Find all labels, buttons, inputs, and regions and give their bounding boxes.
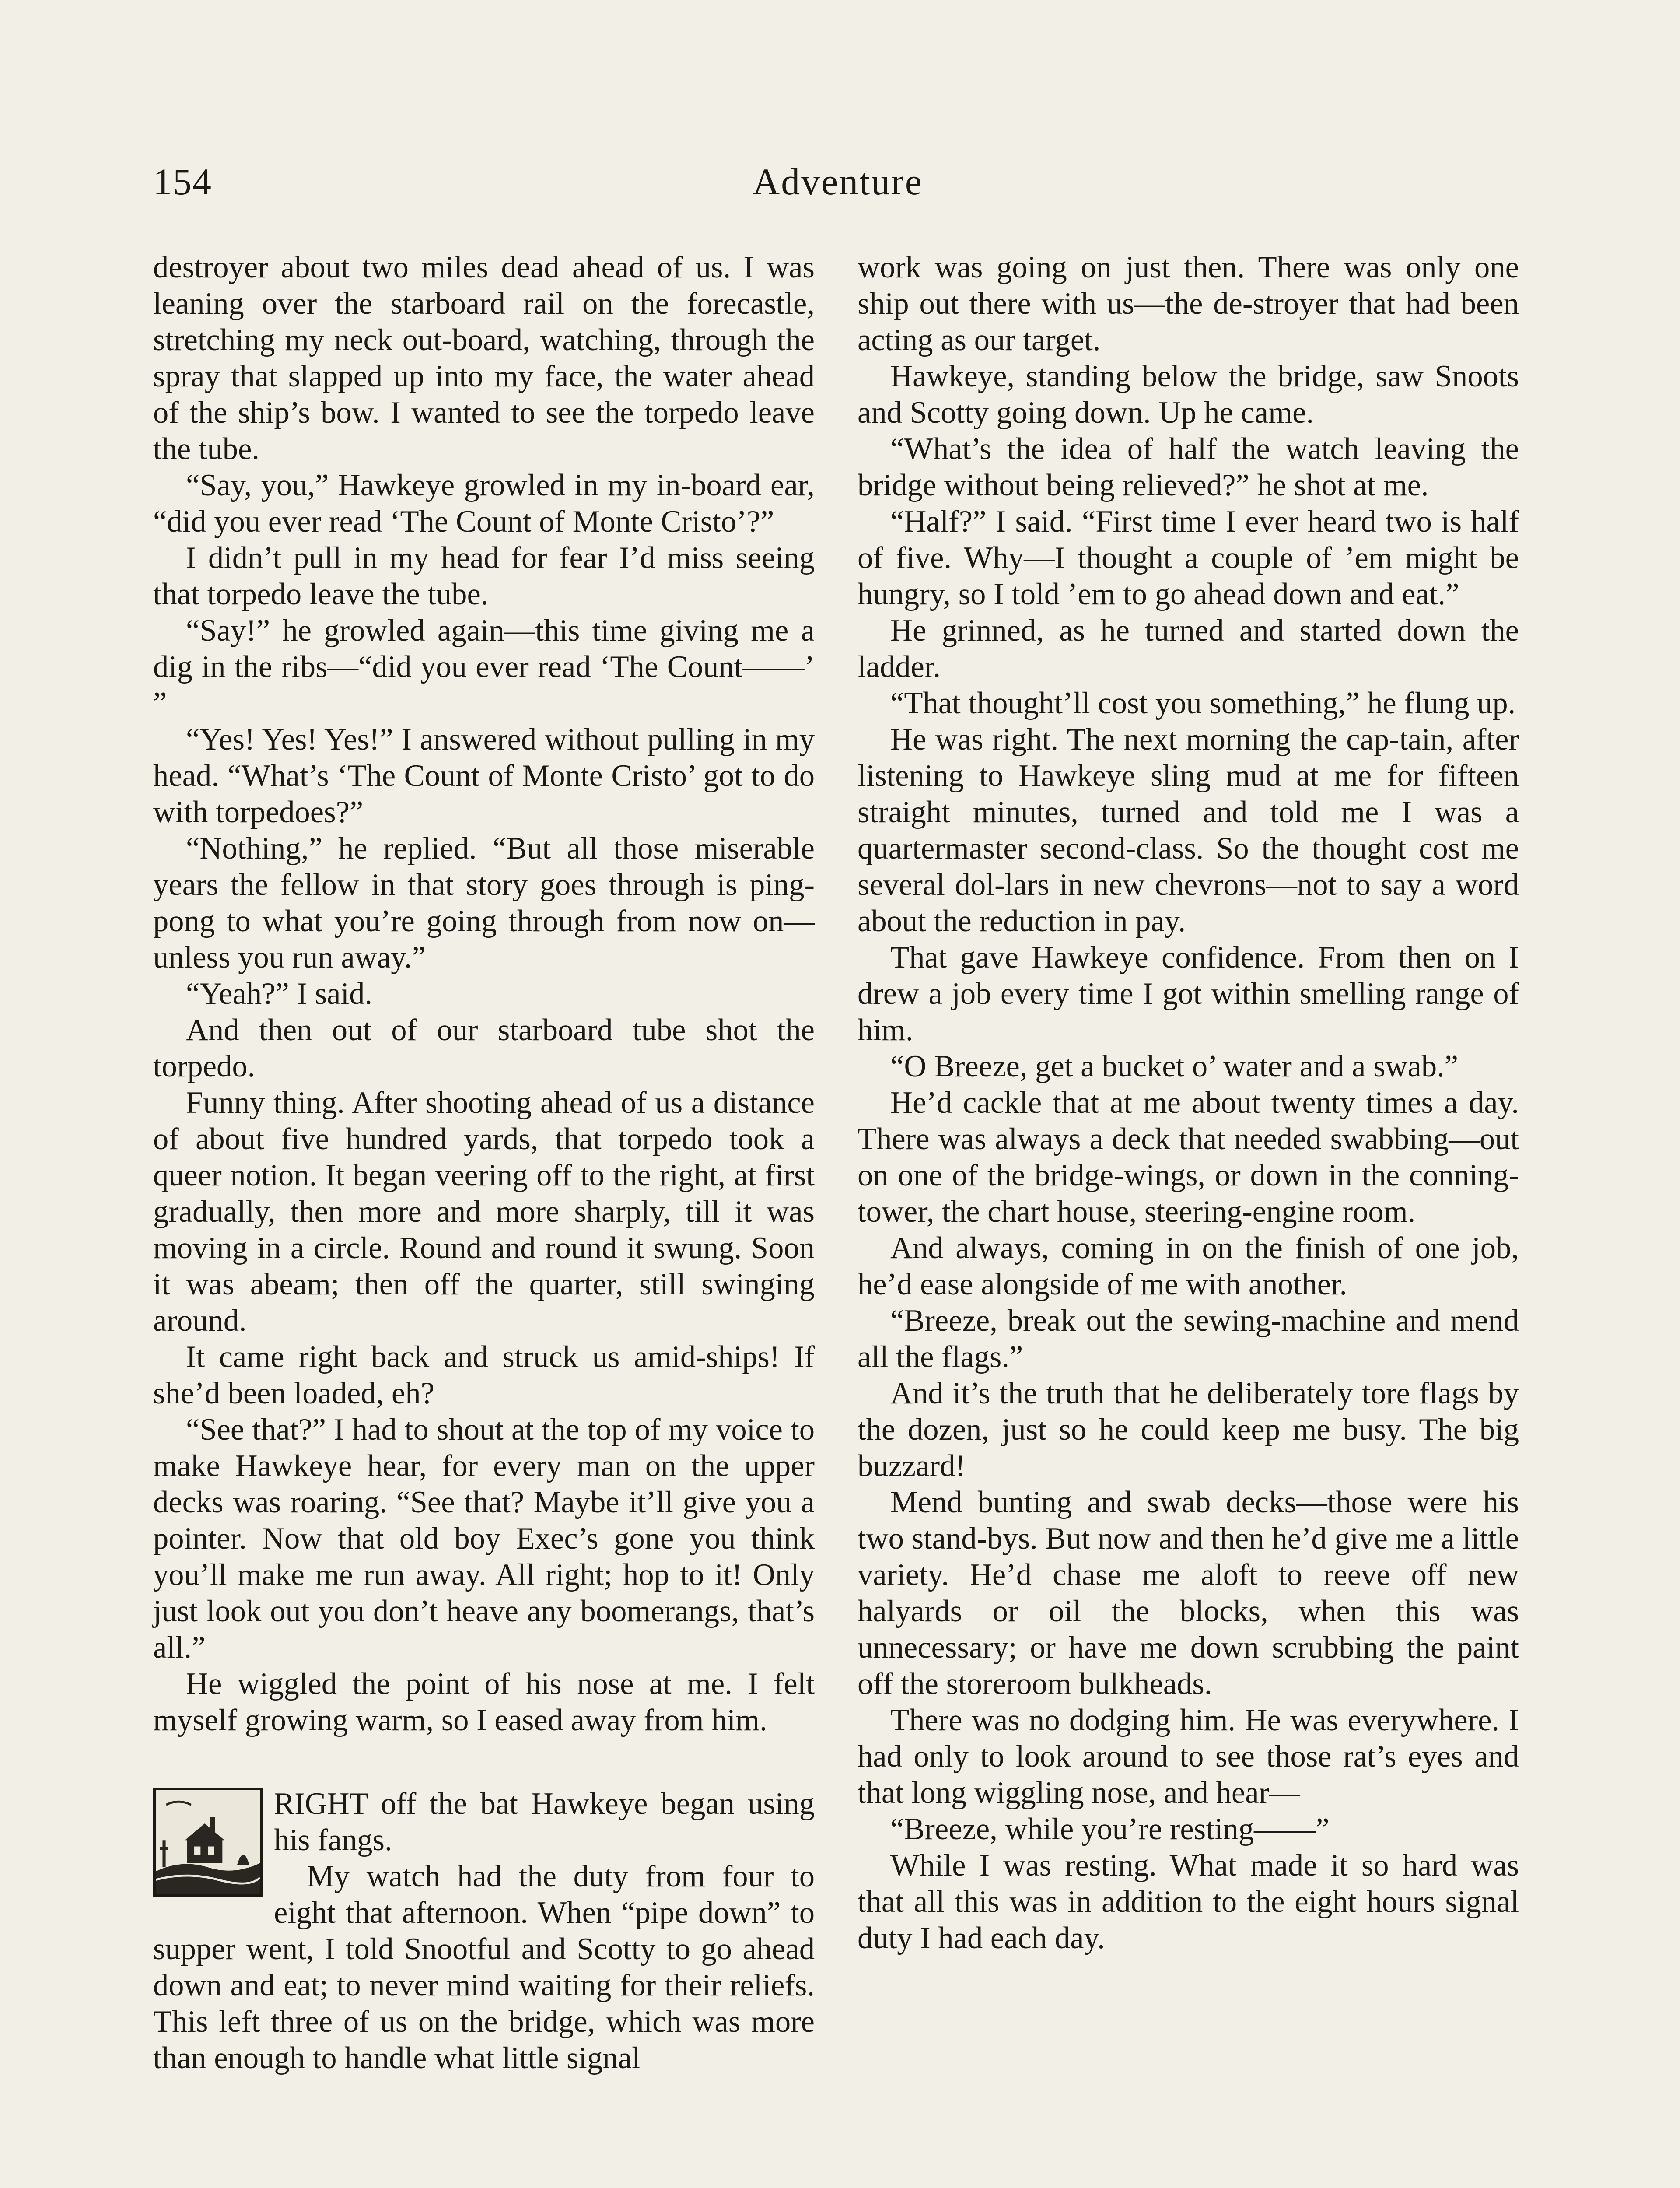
paragraph: “See that?” I had to shout at the top of my voice to make Hawkeye hear, for every man on the upper decks was roaring. “See that? Maybe it’ll give you a pointer. Now that old boy Exec’s gone you think you’ll make me run away. All right; hop to it! Only just look out you don’t heave any boomerangs, that’s all.” (153, 1413, 815, 1665)
paragraph: Funny thing. After shooting ahead of us a distance of about five hundred yards, that torpedo took a queer notion. It began veering off to the right, at first gradually, then more and more sharply, till it was moving in a circle. Round and round it swung. Soon it was abeam; then off the quarter, still swinging around. (153, 1086, 815, 1338)
paragraph: “Yeah?” I said. (186, 977, 373, 1011)
section-opening-text: RIGHT off the bat Hawkeye began using his fangs. (274, 1787, 815, 1857)
illustrated-initial-icon (153, 1788, 262, 1897)
paragraph: He was right. The next morning the cap-tain, after listening to Hawkeye sling mud at me for fifteen straight minutes, turned and told me I was a quartermaster second-class. So the thought cost me several dol-lars in new chevrons—not to say a word about the reduction in pay. (858, 722, 1519, 938)
paragraph: While I was resting. What made it so hard was that all this was in addition to the eight hours signal duty I had each day. (858, 1848, 1519, 1955)
page-header (153, 158, 1522, 210)
paragraph: “Nothing,” he replied. “But all those miserable years the fellow in that story goes through is ping-pong to what you’re going through from now on—unless you run away.” (153, 831, 815, 975)
paragraph: I didn’t pull in my head for fear I’d miss seeing that torpedo leave the tube. (153, 541, 815, 611)
paragraph: And always, coming in on the finish of one job, he’d ease alongside of me with another. (858, 1231, 1519, 1301)
right-column (858, 249, 1519, 1957)
paragraph: “Half?” I said. “First time I ever heard two is half of five. Why—I thought a couple of ’em might be hungry, so I told ’em to go ahead down and eat.” (858, 505, 1519, 611)
paragraph: My watch had the duty from four to eight that afternoon. When “pipe down” to supper went, I told Snootful and Scotty to go ahead down and eat; to never mind waiting for their reliefs. This left three of us on the bridge, which was more than enough to handle what little signal (153, 1859, 815, 2075)
section-opening (153, 1786, 815, 1858)
running-title: Adventure (752, 161, 923, 203)
left-column (153, 249, 815, 2076)
paragraph: It came right back and struck us amid-ships! If she’d been loaded, eh? (153, 1340, 815, 1410)
paragraph: There was no dodging him. He was everywhere. I had only to look around to see those rat’s eyes and that long wiggling nose, and hear— (858, 1703, 1519, 1810)
paragraph: “Breeze, break out the sewing-machine and mend all the flags.” (858, 1304, 1519, 1374)
paragraph: He wiggled the point of his nose at me. I felt myself growing warm, so I eased away from him. (153, 1667, 815, 1737)
paragraph: “Say!” he growled again—this time giving me a dig in the ribs—“did you ever read ‘The Count——’ ” (153, 614, 815, 720)
paragraph: work was going on just then. There was only one ship out there with us—the de-stroyer that had been acting as our target. (858, 250, 1519, 357)
paragraph: That gave Hawkeye confidence. From then on I drew a job every time I got within smelling range of him. (858, 940, 1519, 1047)
page-number: 154 (153, 161, 212, 203)
paragraph: Hawkeye, standing below the bridge, saw Snoots and Scotty going down. Up he came. (858, 359, 1519, 430)
paragraph: And it’s the truth that he deliberately tore flags by the dozen, just so he could keep me busy. The big buzzard! (858, 1376, 1519, 1483)
paragraph: Mend bunting and swab decks—those were his two stand-bys. But now and then he’d give me a little variety. He’d chase me aloft to reeve off new halyards or oil the blocks, when this was unnecessary; or have me down scrubbing the paint off the storeroom bulkheads. (858, 1485, 1519, 1701)
paragraph: “Breeze, while you’re resting——” (890, 1812, 1330, 1846)
paragraph: “Yes! Yes! Yes!” I answered without pulling in my head. “What’s ‘The Count of Monte Cristo’ got to do with torpedoes?” (153, 722, 815, 829)
paragraph: destroyer about two miles dead ahead of us. I was leaning over the starboard rail on the forecastle, stretching my neck out-board, watching, through the spray that slapped up into my face, the water ahead of the ship’s bow. I wanted to see the torpedo leave the tube. (153, 250, 815, 466)
paragraph: He’d cackle that at me about twenty times a day. There was always a deck that needed swabbing—out on one of the bridge-wings, or down in the conning-tower, the chart house, steering-engine room. (858, 1086, 1519, 1229)
paragraph: “Say, you,” Hawkeye growled in my in-board ear, “did you ever read ‘The Count of Monte Cristo’?” (153, 468, 815, 539)
paragraph: “That thought’ll cost you something,” he flung up. (890, 686, 1516, 720)
paragraph: And then out of our starboard tube shot the torpedo. (153, 1013, 815, 1083)
paragraph: “What’s the idea of half the watch leaving the bridge without being relieved?” he shot at me. (858, 432, 1519, 502)
paragraph: He grinned, as he turned and started down the ladder. (858, 614, 1519, 684)
paragraph: “O Breeze, get a bucket o’ water and a swab.” (890, 1049, 1459, 1083)
